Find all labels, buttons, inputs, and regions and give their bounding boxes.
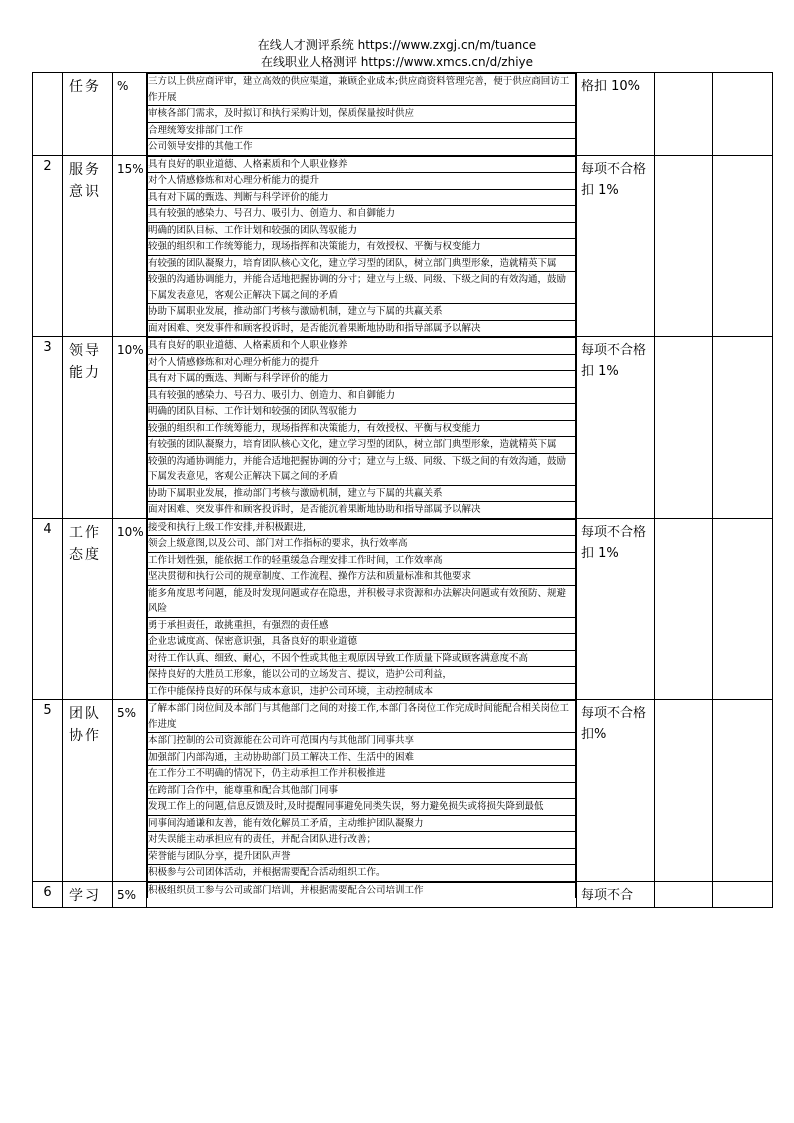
sub-item-text: 企业忠诚度高、保密意识强，具备良好的职业道德 <box>148 634 576 651</box>
criteria-list <box>147 155 577 337</box>
criterion-name: 团队协作 <box>63 700 113 882</box>
deduction-rule: 每项不合格扣 1% <box>577 155 655 337</box>
sub-item-text: 具有对下属的甄选、判断与科学评价的能力 <box>148 189 576 206</box>
sub-item-text: 对待工作认真、细致、耐心，不因个性或其他主观原因导致工作质量下降或顾客满意度不高 <box>148 650 576 667</box>
list-item <box>148 387 576 404</box>
list-item <box>148 304 576 321</box>
sub-item-text: 有较强的团队凝聚力，培育团队核心文化，建立学习型的团队，树立部门典型形象，造就精英下属 <box>148 437 576 454</box>
score-cell <box>655 700 713 882</box>
row-number: 3 <box>33 337 63 519</box>
sub-item-text: 加强部门内部沟通，主动协助部门员工解决工作、生活中的困难 <box>148 749 576 766</box>
list-item <box>148 585 576 617</box>
score-cell <box>655 155 713 337</box>
sub-item-text: 协助下属职业发展，推动部门考核与激励机制，建立与下属的共赢关系 <box>148 485 576 502</box>
list-item <box>148 272 576 304</box>
list-item <box>148 799 576 816</box>
row-number: 2 <box>33 155 63 337</box>
sub-item-list <box>147 882 576 899</box>
sub-item-text: 具有良好的职业道德、人格素质和个人职业修养 <box>148 338 576 355</box>
list-item <box>148 650 576 667</box>
list-item <box>148 519 576 536</box>
table-row <box>33 700 773 882</box>
criterion-name: 学习 <box>63 881 113 907</box>
list-item <box>148 749 576 766</box>
sub-item-text: 具有良好的职业道德、人格素质和个人职业修养 <box>148 156 576 173</box>
score-cell <box>655 337 713 519</box>
weight-percent: % <box>113 73 147 156</box>
header-line-1: 在线人才测评系统 https://www.zxgj.cn/m/tuance <box>257 38 537 52</box>
list-item <box>148 354 576 371</box>
list-item <box>148 569 576 586</box>
criteria-list <box>147 337 577 519</box>
sub-item-text: 接受和执行上级工作安排,并积极跟进, <box>148 519 576 536</box>
sub-item-text: 对失误能主动承担应有的责任，并配合团队进行改善； <box>148 832 576 849</box>
list-item <box>148 156 576 173</box>
sub-item-text: 面对困难、突发事件和顾客投诉时，是否能沉着果断地协助和指导部属予以解决 <box>148 320 576 336</box>
weight-percent: 5% <box>113 700 147 882</box>
criteria-list <box>147 73 577 156</box>
sub-item-text: 较强的沟通协调能力，并能合适地把握协调的分寸；建立与上级、同级、下级之间的有效沟通，鼓励下属发表意见，客观公正解决下属之间的矛盾 <box>148 272 576 304</box>
sub-item-text: 荣誉能与团队分享，提升团队声誉 <box>148 848 576 865</box>
sub-item-text: 三方以上供应商评审，建立高效的供应渠道，兼顾企业成本;供应商资料管理完善，便于供应商回访工作开展 <box>148 74 576 106</box>
deduction-rule: 每项不合格扣% <box>577 700 655 882</box>
table-row <box>33 73 773 156</box>
sub-item-text: 勇于承担责任，敢挑重担，有强烈的责任感 <box>148 617 576 634</box>
sub-item-text: 具有较强的感染力、号召力、吸引力、创造力、和自御能力 <box>148 206 576 223</box>
sub-item-text: 面对困难、突发事件和顾客投诉时，是否能沉着果断地协助和指导部属予以解决 <box>148 502 576 518</box>
sub-item-text: 积极参与公司团体活动，并根据需要配合活动组织工作。 <box>148 865 576 881</box>
sub-item-text: 了解本部门岗位间及本部门与其他部门之间的对接工作,本部门各岗位工作完成时间能配合相关岗位工作进度 <box>148 701 576 733</box>
list-item <box>148 420 576 437</box>
criteria-list <box>147 518 577 700</box>
sub-item-text: 对个人情感修炼和对心理分析能力的提升 <box>148 354 576 371</box>
table-row <box>33 881 773 907</box>
list-item <box>148 832 576 849</box>
sub-item-text: 具有对下属的甄选、判断与科学评价的能力 <box>148 371 576 388</box>
list-item <box>148 634 576 651</box>
list-item <box>148 701 576 733</box>
sub-item-text: 在工作分工不明确的情况下，仍主动承担工作并积极推进 <box>148 766 576 783</box>
table-row <box>33 155 773 337</box>
criteria-list <box>147 700 577 882</box>
row-number: 5 <box>33 700 63 882</box>
list-item <box>148 122 576 139</box>
list-item <box>148 173 576 190</box>
list-item <box>148 404 576 421</box>
criterion-name: 任务 <box>63 73 113 156</box>
list-item <box>148 485 576 502</box>
row-number <box>33 73 63 156</box>
row-number: 4 <box>33 518 63 700</box>
remark-cell <box>713 337 773 519</box>
sub-item-list <box>147 156 576 337</box>
weight-percent: 10% <box>113 337 147 519</box>
sub-item-text: 对个人情感修炼和对心理分析能力的提升 <box>148 173 576 190</box>
criterion-name: 服务意识 <box>63 155 113 337</box>
remark-cell <box>713 73 773 156</box>
list-item <box>148 239 576 256</box>
deduction-rule: 每项不合格扣 1% <box>577 337 655 519</box>
list-item <box>148 617 576 634</box>
list-item <box>148 437 576 454</box>
list-item <box>148 338 576 355</box>
list-item <box>148 683 576 699</box>
sub-item-text: 有较强的团队凝聚力，培育团队核心文化，建立学习型的团队，树立部门典型形象，造就精英下属 <box>148 255 576 272</box>
sub-item-text: 保持良好的大胜员工形象，能以公司的立场发言、提议，造护公司利益， <box>148 667 576 684</box>
header-line-2: 在线职业人格测评 https://www.xmcs.cn/d/zhiye <box>260 55 534 69</box>
sub-item-text: 较强的组织和工作统筹能力，现场指挥和决策能力，有效授权、平衡与权变能力 <box>148 239 576 256</box>
sub-item-text: 较强的沟通协调能力，并能合适地把握协调的分寸；建立与上级、同级、下级之间的有效沟通，鼓励下属发表意见，客观公正解决下属之间的矛盾 <box>148 453 576 485</box>
list-item <box>148 106 576 123</box>
criterion-name: 工作态度 <box>63 518 113 700</box>
sub-item-text: 发现工作上的问题,信息反馈及时,及时提醒同事避免同类失误，努力避免损失或将损失降到最低 <box>148 799 576 816</box>
list-item <box>148 255 576 272</box>
sub-item-text: 较强的组织和工作统筹能力，现场指挥和决策能力，有效授权、平衡与权变能力 <box>148 420 576 437</box>
list-item <box>148 502 576 518</box>
deduction-rule: 格扣 10% <box>577 73 655 156</box>
sub-item-text: 工作计划性强，能依据工作的轻重缓急合理安排工作时间，工作效率高 <box>148 552 576 569</box>
sub-item-text: 公司领导安排的其他工作 <box>148 139 576 155</box>
sub-item-text: 明确的团队目标、工作计划和较强的团队驾驭能力 <box>148 404 576 421</box>
score-cell <box>655 881 713 907</box>
remark-cell <box>713 155 773 337</box>
sub-item-text: 坚决贯彻和执行公司的规章制度、工作流程、操作方法和质量标准和其他要求 <box>148 569 576 586</box>
sub-item-list <box>147 337 576 518</box>
sub-item-text: 具有较强的感染力、号召力、吸引力、创造力、和自御能力 <box>148 387 576 404</box>
list-item <box>148 536 576 553</box>
table-row <box>33 337 773 519</box>
evaluation-table <box>32 72 773 908</box>
list-item <box>148 848 576 865</box>
list-item <box>148 189 576 206</box>
list-item <box>148 206 576 223</box>
criterion-name: 领导能力 <box>63 337 113 519</box>
sub-item-text: 工作中能保持良好的环保与成本意识，违护公司环境，主动控制成本 <box>148 683 576 699</box>
list-item <box>148 782 576 799</box>
sub-item-text: 同事间沟通谦和友善，能有效化解员工矛盾，主动维护团队凝聚力 <box>148 815 576 832</box>
list-item <box>148 733 576 750</box>
score-cell <box>655 73 713 156</box>
list-item <box>148 320 576 336</box>
list-item <box>148 371 576 388</box>
row-number: 6 <box>33 881 63 907</box>
deduction-rule: 每项不合格扣 1% <box>577 518 655 700</box>
weight-percent: 15% <box>113 155 147 337</box>
sub-item-text: 能多角度思考问题，能及时发现问题或存在隐患，并积极寻求资源和办法解决问题或有效预防、规避风险 <box>148 585 576 617</box>
list-item <box>148 667 576 684</box>
sub-item-text: 审核各部门需求，及时拟订和执行采购计划，保质保量按时供应 <box>148 106 576 123</box>
list-item <box>148 74 576 106</box>
list-item <box>148 222 576 239</box>
list-item <box>148 882 576 898</box>
remark-cell <box>713 700 773 882</box>
sub-item-text: 领会上级意图,以及公司、部门对工作指标的要求，执行效率高 <box>148 536 576 553</box>
sub-item-text: 本部门控制的公司资源能在公司许可范围内与其他部门同事共享 <box>148 733 576 750</box>
sub-item-list <box>147 73 576 155</box>
remark-cell <box>713 881 773 907</box>
weight-percent: 5% <box>113 881 147 907</box>
remark-cell <box>713 518 773 700</box>
criteria-list <box>147 881 577 907</box>
deduction-rule: 每项不合 <box>577 881 655 907</box>
list-item <box>148 815 576 832</box>
table-row <box>33 518 773 700</box>
list-item <box>148 552 576 569</box>
sub-item-text: 明确的团队目标、工作计划和较强的团队驾驭能力 <box>148 222 576 239</box>
list-item <box>148 453 576 485</box>
sub-item-text: 合理统筹安排部门工作 <box>148 122 576 139</box>
weight-percent: 10% <box>113 518 147 700</box>
sub-item-text: 协助下属职业发展，推动部门考核与激励机制，建立与下属的共赢关系 <box>148 304 576 321</box>
list-item <box>148 139 576 155</box>
list-item <box>148 766 576 783</box>
sub-item-list <box>147 519 576 700</box>
sub-item-list <box>147 700 576 881</box>
sub-item-text: 积极组织员工参与公司或部门培训，并根据需要配合公司培训工作 <box>148 882 576 898</box>
sub-item-text: 在跨部门合作中，能尊重和配合其他部门同事 <box>148 782 576 799</box>
list-item <box>148 865 576 881</box>
score-cell <box>655 518 713 700</box>
